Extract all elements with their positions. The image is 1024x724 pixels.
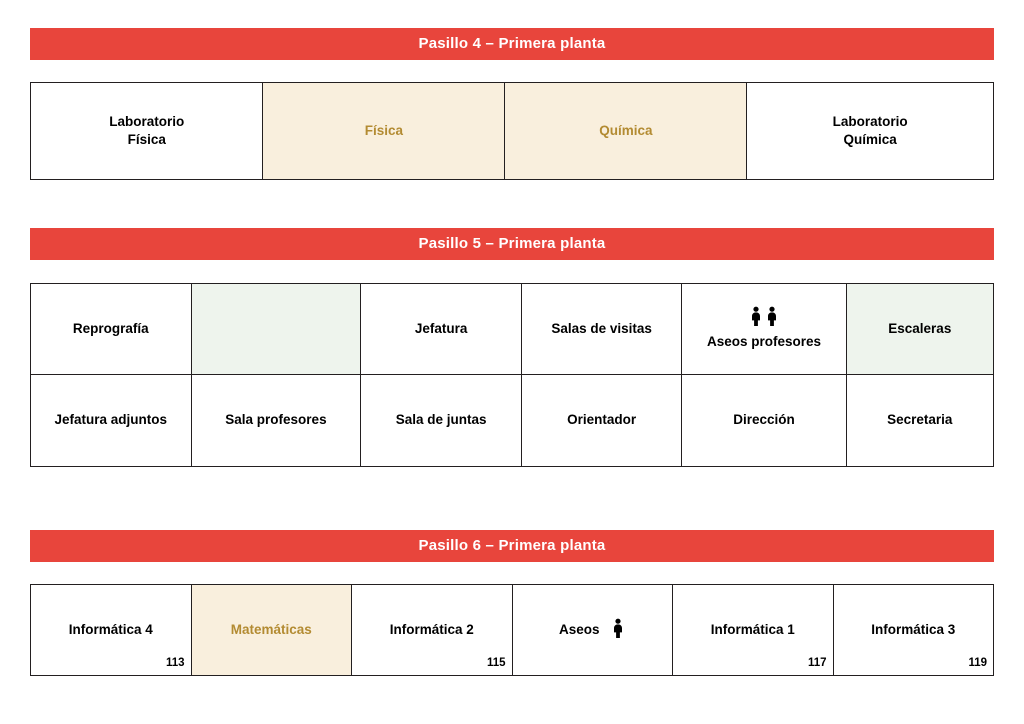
room-cell[interactable] <box>522 284 683 374</box>
room-label: Sala de juntas <box>395 412 487 428</box>
room-label: Informática 2 <box>389 621 474 637</box>
room-number: 119 <box>968 657 987 670</box>
room-label: Matemáticas <box>230 621 312 637</box>
room-cell[interactable] <box>522 375 683 466</box>
room-number: 115 <box>486 657 506 670</box>
section-pasillo-5 <box>0 228 1024 467</box>
room-label: Jefatura <box>414 320 468 336</box>
room-cell[interactable] <box>682 284 846 374</box>
room-cell[interactable] <box>513 585 674 675</box>
room-label: Física <box>364 122 404 138</box>
room-label: Laboratorio <box>832 113 908 129</box>
room-cell[interactable] <box>352 585 513 675</box>
room-number: 113 <box>165 657 185 670</box>
room-label: Sala profesores <box>225 412 327 428</box>
room-label: Secretaria <box>887 412 953 428</box>
room-label: Informática 4 <box>68 621 153 637</box>
room-row <box>30 584 994 676</box>
room-label: Física <box>127 132 166 147</box>
section-banner-pasillo-4: Pasillo 4 – Primera planta <box>30 28 994 60</box>
room-cell[interactable] <box>31 585 192 675</box>
section-banner-pasillo-6: Pasillo 6 – Primera planta <box>30 530 994 562</box>
section-pasillo-4 <box>0 28 1024 180</box>
room-row <box>30 283 994 375</box>
room-label: Química <box>599 122 653 138</box>
room-cell[interactable] <box>31 375 192 466</box>
room-cell[interactable] <box>505 83 747 179</box>
room-number: 117 <box>807 657 827 670</box>
room-cell[interactable] <box>847 375 993 466</box>
room-cell[interactable] <box>361 375 522 466</box>
room-label: Química <box>843 132 897 147</box>
room-label: Informática 3 <box>871 621 956 637</box>
room-cell[interactable] <box>361 284 522 374</box>
room-label: Reprografía <box>72 320 149 336</box>
one-person-icon <box>610 618 626 642</box>
room-cell[interactable] <box>847 284 993 374</box>
room-cell[interactable] <box>834 585 994 675</box>
room-cell[interactable] <box>192 284 362 374</box>
room-label: Escaleras <box>888 320 952 336</box>
room-cell[interactable] <box>31 83 263 179</box>
two-people-icon <box>747 306 781 330</box>
room-cell[interactable] <box>747 83 993 179</box>
room-label: Dirección <box>733 412 795 428</box>
room-cell[interactable] <box>673 585 834 675</box>
room-label: Laboratorio <box>109 113 185 129</box>
room-cell[interactable] <box>682 375 846 466</box>
room-cell[interactable] <box>263 83 505 179</box>
room-cell[interactable] <box>31 284 192 374</box>
room-row <box>30 375 994 467</box>
room-label: Informática 1 <box>710 621 795 637</box>
section-pasillo-6 <box>0 530 1024 676</box>
room-label: Aseos <box>558 621 600 637</box>
section-banner-pasillo-5: Pasillo 5 – Primera planta <box>30 228 994 260</box>
room-cell[interactable] <box>192 375 362 466</box>
room-row <box>30 82 994 180</box>
room-label: Jefatura adjuntos <box>54 412 168 428</box>
room-cell[interactable] <box>192 585 353 675</box>
room-label: Orientador <box>567 412 637 428</box>
room-label: Aseos profesores <box>706 334 821 350</box>
room-label: Salas de visitas <box>551 320 652 336</box>
